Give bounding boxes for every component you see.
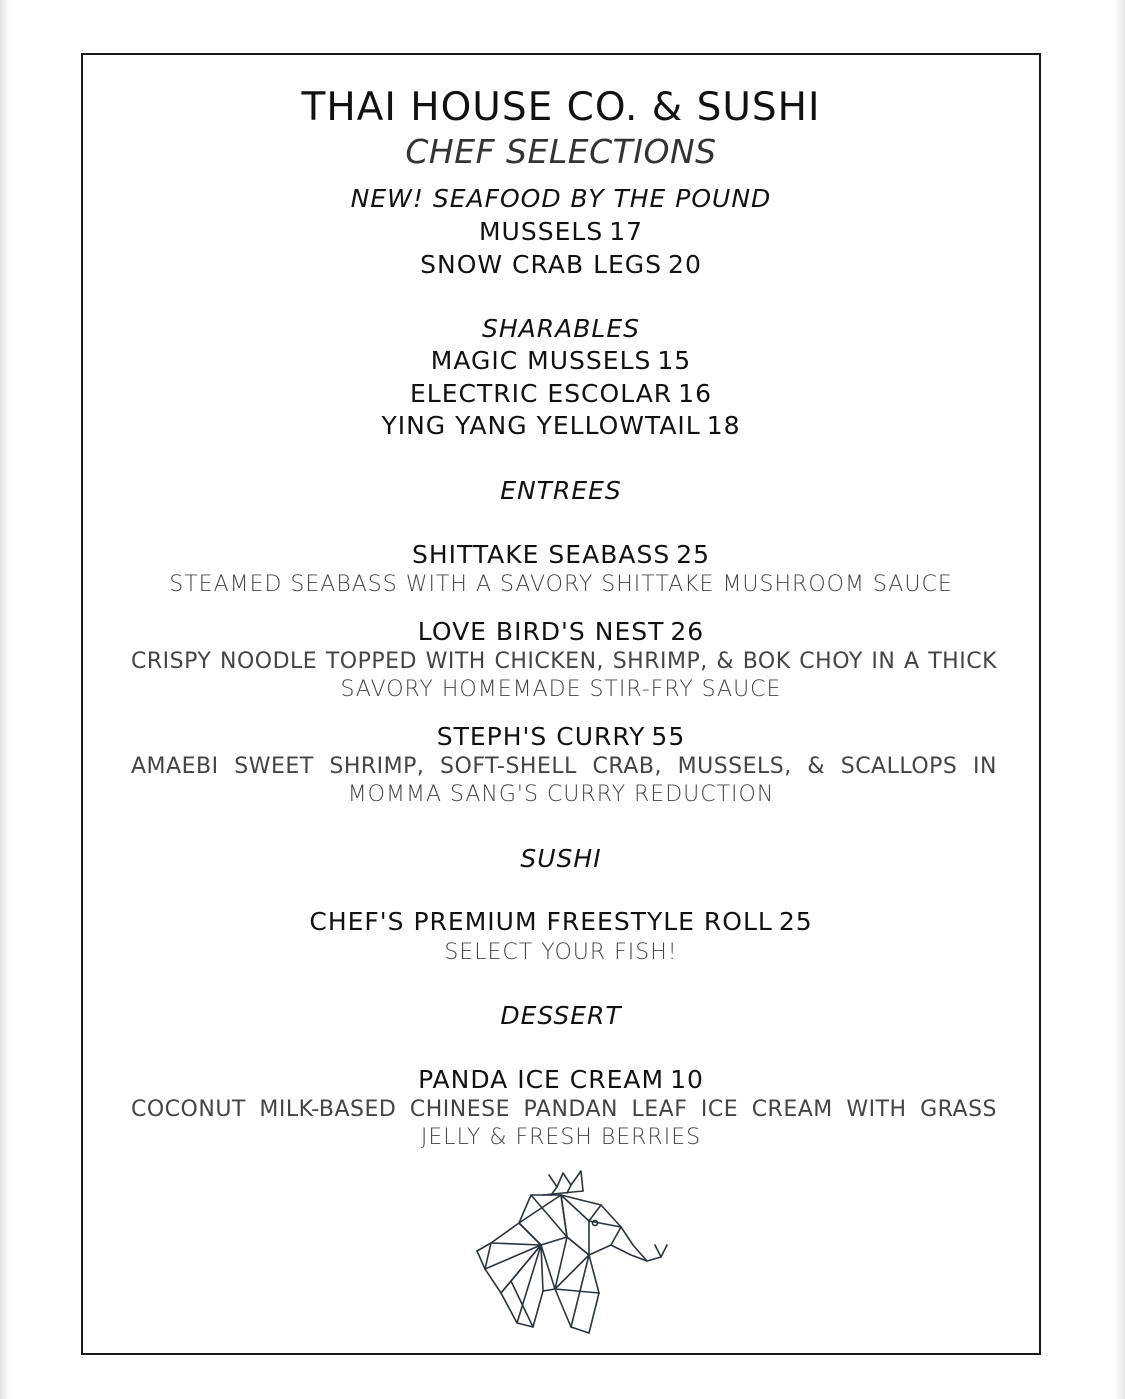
item-name: YING YANG YELLOWTAIL [381, 411, 701, 440]
menu-item [83, 217, 1039, 246]
menu-item [83, 722, 1039, 751]
item-name: SNOW CRAB LEGS [420, 250, 663, 279]
item-price: 25 [778, 907, 813, 936]
item-price: 26 [670, 617, 705, 646]
menu-item [83, 411, 1039, 440]
item-price: 18 [706, 411, 741, 440]
item-price: 16 [678, 379, 712, 408]
menu-card [81, 53, 1041, 1355]
item-name: MUSSELS [478, 217, 604, 246]
item-price: 10 [670, 1065, 704, 1094]
origami-elephant-with-crown-icon [471, 1165, 681, 1340]
menu-item [83, 1065, 1039, 1094]
section-heading-sushi: SUSHI [520, 844, 602, 873]
menu-item [83, 540, 1039, 569]
item-name: STEPH'S CURRY [436, 722, 646, 751]
item-price: 15 [657, 346, 692, 375]
item-price: 20 [668, 250, 702, 279]
menu-item [83, 379, 1039, 408]
restaurant-title: THAI HOUSE CO. & SUSHI [301, 85, 821, 130]
item-description: SELECT YOUR FISH! [444, 940, 678, 965]
menu-item [83, 907, 1039, 936]
item-description: MOMMA SANG'S CURRY REDUCTION [347, 782, 775, 807]
page-edge-left [0, 0, 10, 1399]
item-price: 55 [651, 722, 686, 751]
section-heading-entrees: ENTREES [500, 476, 622, 505]
menu-item [83, 346, 1039, 375]
item-price: 25 [676, 540, 710, 569]
item-name: MAGIC MUSSELS [430, 346, 652, 375]
section-heading-sharables: SHARABLES [482, 314, 640, 343]
menu-item [83, 250, 1039, 279]
item-description: CRISPY NOODLE TOPPED WITH CHICKEN, SHRIMP, & BOK CHOY IN A THICK [131, 649, 997, 674]
item-price: 17 [609, 217, 643, 246]
item-name: SHITTAKE SEABASS [411, 540, 671, 569]
item-description: STEAMED SEABASS WITH A SAVORY SHITTAKE MUSHROOM SAUCE [169, 572, 953, 597]
item-description: COCONUT MILK-BASED CHINESE PANDAN LEAF ICE CREAM WITH GRASS [131, 1097, 997, 1122]
item-description: SAVORY HOMEMADE STIR-FRY SAUCE [340, 677, 782, 702]
item-description: JELLY & FRESH BERRIES [420, 1125, 702, 1150]
menu-subtitle: CHEF SELECTIONS [405, 132, 717, 171]
item-name: CHEF'S PREMIUM FREESTYLE ROLL [309, 907, 773, 936]
section-heading-seafood: NEW! SEAFOOD BY THE POUND [350, 184, 772, 213]
item-name: PANDA ICE CREAM [418, 1065, 665, 1094]
item-name: LOVE BIRD'S NEST [417, 617, 665, 646]
section-heading-dessert: DESSERT [500, 1001, 622, 1030]
item-description: AMAEBI SWEET SHRIMP, SOFT-SHELL CRAB, MUSSELS, & SCALLOPS IN [131, 754, 997, 779]
menu-item [83, 617, 1039, 646]
page-edge-right [1115, 0, 1125, 1399]
item-name: ELECTRIC ESCOLAR [410, 379, 673, 408]
